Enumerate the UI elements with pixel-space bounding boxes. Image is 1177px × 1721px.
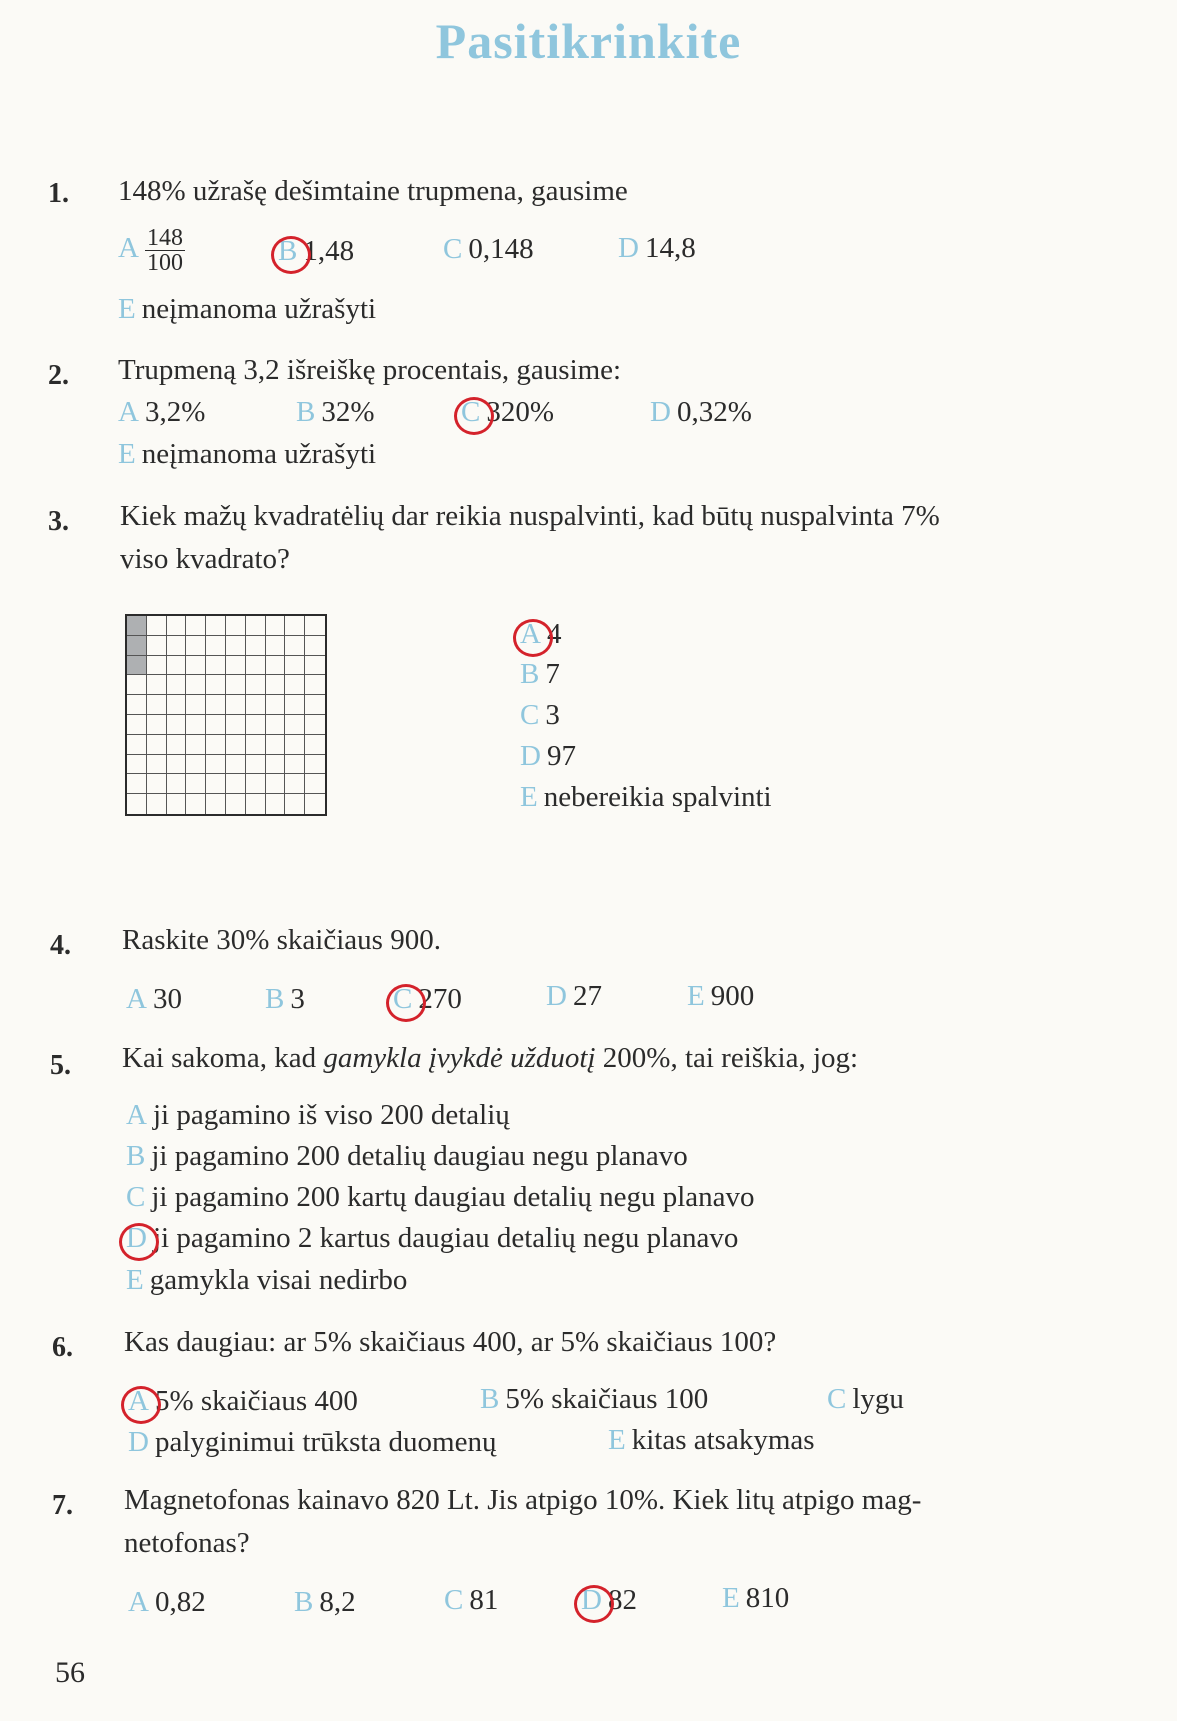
grid-cell [285, 735, 305, 755]
grid-cell [246, 616, 266, 636]
grid-cell [186, 735, 206, 755]
grid-cell [226, 735, 246, 755]
q5-option-b [126, 1140, 688, 1173]
option-letter: B [296, 396, 316, 428]
option-value: 320% [486, 396, 555, 428]
question-6-number: 6. [52, 1332, 73, 1363]
grid-cell [186, 656, 206, 676]
grid-cell [206, 616, 226, 636]
q1-option-c [443, 233, 534, 266]
q7-option-a [128, 1586, 206, 1619]
option-letter: E [608, 1424, 626, 1456]
q1-option-d [618, 232, 696, 265]
grid-cell [206, 636, 226, 656]
option-letter-circled: C [461, 396, 481, 428]
grid-cell [147, 774, 167, 794]
fraction [145, 226, 185, 275]
option-value: ji pagamino 200 detalių daugiau negu planavo [151, 1140, 688, 1172]
question-3-text-line2: viso kvadrato? [120, 543, 290, 575]
grid-cell [266, 675, 286, 695]
q6-option-c [827, 1383, 904, 1416]
grid-cell [285, 774, 305, 794]
option-value: 900 [710, 980, 755, 1012]
option-letter: C [443, 233, 463, 265]
grid-cell [285, 675, 305, 695]
grid-cell [167, 755, 187, 775]
option-letter: C [827, 1383, 847, 1415]
question-3-text-line1: Kiek mažų kvadratėlių dar reikia nuspalvinti, kad būtų nuspalvinta 7% [120, 500, 940, 532]
grid-cell [246, 715, 266, 735]
option-letter: C [520, 699, 540, 731]
grid-cell [206, 675, 226, 695]
option-letter: A [126, 983, 147, 1015]
grid-cell [285, 755, 305, 775]
option-letter: D [520, 740, 541, 772]
grid-cell [305, 695, 325, 715]
grid-cell [266, 774, 286, 794]
q7-option-e [722, 1582, 789, 1615]
grid-cell [266, 794, 286, 814]
grid-cell [305, 774, 325, 794]
grid-cell [127, 735, 147, 755]
grid-cell [226, 794, 246, 814]
grid-cell [226, 675, 246, 695]
question-1-number: 1. [48, 178, 69, 209]
question-5-text-start: Kai sakoma, kad [122, 1042, 324, 1074]
q7-option-b [294, 1586, 356, 1619]
grid-cell [285, 616, 305, 636]
grid-cell [305, 755, 325, 775]
grid-cell [167, 656, 187, 676]
grid-cell [266, 735, 286, 755]
option-value: 81 [469, 1584, 499, 1616]
page-title: Pasitikrinkite [435, 13, 742, 69]
option-value: 30 [152, 983, 182, 1015]
grid-cell [246, 636, 266, 656]
option-value: 5% skaičiaus 100 [505, 1383, 709, 1415]
q6-option-b [480, 1383, 708, 1416]
grid-cell [266, 715, 286, 735]
fraction-denominator: 100 [146, 250, 183, 276]
question-3-number: 3. [48, 506, 69, 537]
fraction-numerator: 148 [146, 225, 183, 251]
grid-cell [147, 636, 167, 656]
grid-cell [186, 794, 206, 814]
grid-cell [305, 715, 325, 735]
q2-option-b [296, 396, 375, 429]
q4-option-d [546, 980, 602, 1013]
grid-cell [167, 794, 187, 814]
option-letter: B [520, 658, 540, 690]
q5-option-c [126, 1181, 755, 1214]
grid-cell [147, 695, 167, 715]
option-letter: A [128, 1586, 149, 1618]
q3-option-e [520, 781, 772, 814]
grid-cell [206, 735, 226, 755]
option-letter: A [118, 232, 139, 265]
grid-cell [127, 675, 147, 695]
q4-option-b [265, 983, 305, 1016]
option-value: ji pagamino 200 kartų daugiau detalių negu planavo [151, 1181, 755, 1213]
question-2-number: 2. [48, 360, 69, 391]
grid-cell [226, 636, 246, 656]
grid-cell [266, 755, 286, 775]
grid-cell [266, 695, 286, 715]
grid-cell [147, 616, 167, 636]
q2-option-e [118, 438, 376, 471]
q4-option-c [393, 983, 462, 1016]
grid-cell [305, 616, 325, 636]
q4-option-a [126, 983, 182, 1016]
question-4-text: Raskite 30% skaičiaus 900. [122, 924, 441, 956]
grid-cell [285, 715, 305, 735]
question-5-text-italic: gamykla įvykdė užduotį [323, 1042, 596, 1074]
grid-cell [147, 656, 167, 676]
option-letter-circled: A [520, 618, 541, 650]
grid-cell [206, 774, 226, 794]
grid-cell [246, 656, 266, 676]
grid-cell [127, 695, 147, 715]
grid-cell [167, 695, 187, 715]
option-letter: D [650, 396, 671, 428]
option-letter-circled: D [581, 1584, 602, 1616]
grid-cell [285, 656, 305, 676]
grid-cell [226, 715, 246, 735]
grid-cell [127, 715, 147, 735]
grid-cell [246, 675, 266, 695]
option-value: ji pagamino 2 kartus daugiau detalių negu planavo [152, 1222, 739, 1254]
grid-cell [226, 616, 246, 636]
option-letter: E [118, 438, 136, 470]
grid-cell [266, 616, 286, 636]
option-letter-circled: D [126, 1222, 147, 1254]
option-value: 27 [572, 980, 602, 1012]
option-letter: C [444, 1584, 464, 1616]
option-letter: A [118, 396, 139, 428]
hundred-square-grid [125, 614, 327, 816]
option-value: palyginimui trūksta duomenų [154, 1426, 497, 1458]
option-value: 0,32% [676, 396, 752, 428]
q3-option-d [520, 740, 576, 773]
q3-option-c [520, 699, 560, 732]
grid-cell [167, 715, 187, 735]
page-number: 56 [55, 1656, 85, 1689]
grid-cell [305, 636, 325, 656]
option-value: 4 [546, 618, 562, 650]
grid-cell [186, 774, 206, 794]
grid-cell [226, 656, 246, 676]
grid-cell [147, 735, 167, 755]
grid-cell [305, 675, 325, 695]
q4-option-e [687, 980, 754, 1013]
option-value: 3 [545, 699, 560, 731]
q1-option-e [118, 293, 376, 326]
grid-cell [206, 715, 226, 735]
option-value: 3,2% [144, 396, 206, 428]
option-value: 7 [545, 658, 560, 690]
option-value: nebereikia spalvinti [543, 781, 772, 813]
grid-cell [226, 774, 246, 794]
grid-cell [246, 794, 266, 814]
option-letter-circled: A [128, 1385, 149, 1417]
option-letter: E [118, 293, 136, 325]
option-letter: E [126, 1264, 144, 1296]
q6-option-e [608, 1424, 815, 1457]
question-6-text: Kas daugiau: ar 5% skaičiaus 400, ar 5% skaičiaus 100? [124, 1326, 777, 1358]
q5-option-a [126, 1099, 510, 1132]
question-2-text: Trupmeną 3,2 išreiškę procentais, gausime: [118, 354, 622, 386]
q2-option-d [650, 396, 752, 429]
grid-cell [206, 695, 226, 715]
option-letter: C [126, 1181, 146, 1213]
q2-option-c [461, 396, 554, 429]
grid-cell [127, 794, 147, 814]
option-value: 270 [418, 983, 462, 1015]
grid-cell [206, 755, 226, 775]
grid-cell-shaded [127, 636, 147, 656]
grid-cell [186, 695, 206, 715]
grid-cell [147, 794, 167, 814]
grid-cell [186, 616, 206, 636]
option-value: 14,8 [644, 232, 696, 264]
option-letter: D [546, 980, 567, 1012]
grid-cell [186, 755, 206, 775]
q2-option-a [118, 396, 205, 429]
option-value: ji pagamino iš viso 200 detalių [152, 1099, 510, 1131]
option-value: 810 [745, 1582, 790, 1614]
question-7-text-line1: Magnetofonas kainavo 820 Lt. Jis atpigo 10%. Kiek litų atpigo mag- [124, 1484, 922, 1516]
question-4-number: 4. [50, 930, 71, 961]
option-value: kitas atsakymas [631, 1424, 815, 1456]
q3-option-b [520, 658, 560, 691]
grid-cell [186, 715, 206, 735]
grid-cell-shaded [127, 616, 147, 636]
grid-cell [266, 636, 286, 656]
grid-cell [226, 755, 246, 775]
grid-cell [246, 774, 266, 794]
option-letter-circled: B [278, 235, 298, 267]
q5-option-e [126, 1264, 407, 1297]
option-value: lygu [852, 1383, 904, 1415]
q1-option-b [278, 235, 354, 268]
grid-cell [127, 774, 147, 794]
grid-cell [246, 695, 266, 715]
option-letter: A [126, 1099, 147, 1131]
grid-cell [127, 755, 147, 775]
option-letter: D [128, 1426, 149, 1458]
grid-cell [246, 755, 266, 775]
option-letter: B [265, 983, 285, 1015]
grid-cell [206, 794, 226, 814]
grid-cell [266, 656, 286, 676]
grid-cell [167, 774, 187, 794]
option-value: 1,48 [303, 235, 355, 267]
option-value: neįmanoma užrašyti [141, 293, 377, 325]
grid-cell [285, 794, 305, 814]
grid-cell [147, 755, 167, 775]
grid-cell [167, 616, 187, 636]
option-letter: E [722, 1582, 740, 1614]
option-letter-circled: C [393, 983, 413, 1015]
grid-cell [305, 794, 325, 814]
grid-cell-shaded [127, 656, 147, 676]
grid-cell [167, 735, 187, 755]
q5-option-d [126, 1222, 738, 1255]
option-value: 8,2 [319, 1586, 356, 1618]
grid-cell [186, 636, 206, 656]
q6-option-d [128, 1426, 496, 1459]
grid-cell [167, 675, 187, 695]
grid-cell [147, 675, 167, 695]
option-value: 97 [546, 740, 576, 772]
option-value: 32% [321, 396, 375, 428]
question-5-number: 5. [50, 1050, 71, 1081]
option-letter: B [480, 1383, 500, 1415]
grid-cell [226, 695, 246, 715]
grid-cell [167, 636, 187, 656]
option-value: gamykla visai nedirbo [149, 1264, 408, 1296]
question-5-text [122, 1042, 858, 1075]
q7-option-d [581, 1584, 637, 1617]
option-value: 0,82 [154, 1586, 206, 1618]
question-7-number: 7. [52, 1490, 73, 1521]
q3-option-a [520, 618, 561, 651]
grid-cell [285, 695, 305, 715]
grid-cell [206, 656, 226, 676]
q6-option-a [128, 1385, 358, 1418]
grid-cell [305, 656, 325, 676]
grid-cell [285, 636, 305, 656]
option-letter: E [520, 781, 538, 813]
option-letter: D [618, 232, 639, 264]
question-7-text-line2: netofonas? [124, 1527, 250, 1559]
option-value: 3 [290, 983, 305, 1015]
q1-option-a [118, 226, 185, 275]
question-1-text: 148% užrašę dešimtaine trupmena, gausime [118, 175, 628, 207]
option-letter: B [294, 1586, 314, 1618]
q7-option-c [444, 1584, 498, 1617]
grid-cell [305, 735, 325, 755]
question-5-text-end: 200%, tai reiškia, jog: [595, 1042, 859, 1074]
option-value: 82 [607, 1584, 637, 1616]
option-value: neįmanoma užrašyti [141, 438, 377, 470]
option-letter: B [126, 1140, 146, 1172]
grid-cell [246, 735, 266, 755]
grid-cell [147, 715, 167, 735]
grid-cell [186, 675, 206, 695]
option-letter: E [687, 980, 705, 1012]
option-value: 0,148 [468, 233, 534, 265]
option-value: 5% skaičiaus 400 [154, 1385, 358, 1417]
